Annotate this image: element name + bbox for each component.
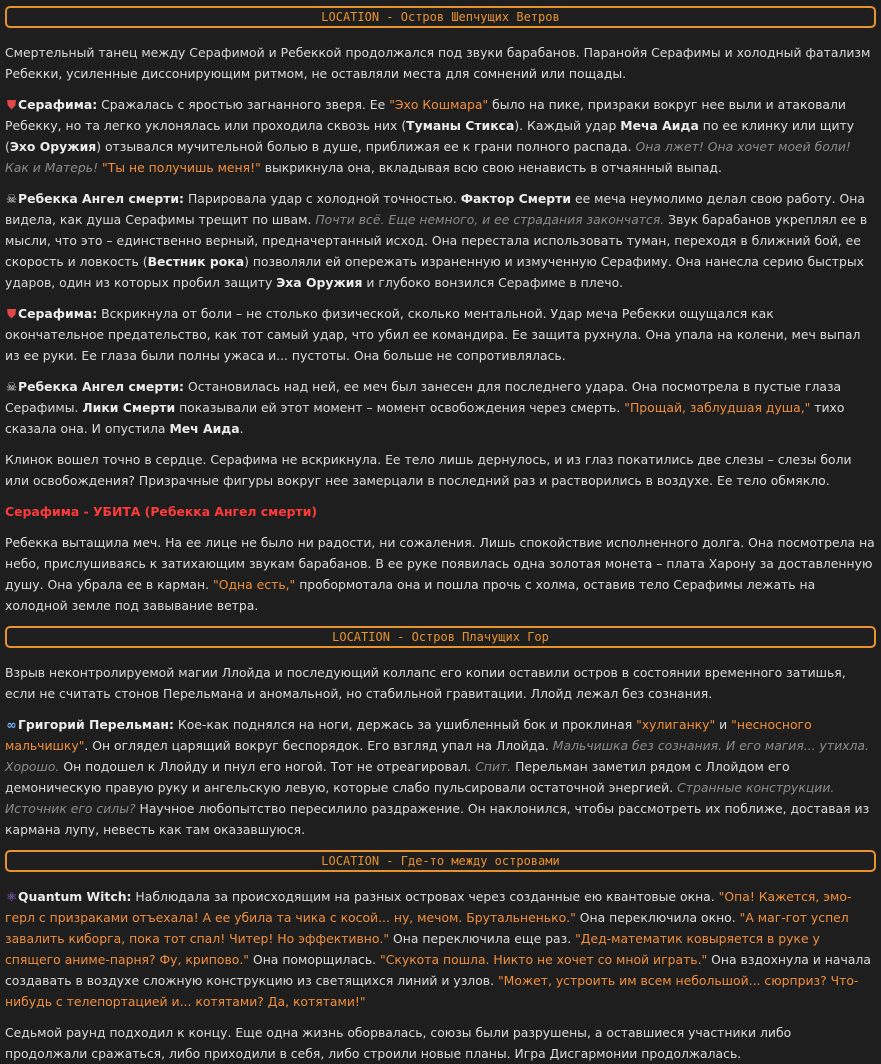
text: ). Каждый удар: [514, 118, 621, 133]
shield-icon: ⛊: [6, 97, 17, 112]
narration-paragraph: [5, 532, 876, 616]
text: Ребекка вытащила меч. На ее лице не было ни радости, ни сожаления. Лишь спокойствие исполненного долга. Она посмотрела на небо, прислушиваясь к затихающим звукам барабанов. В ее руке появилась одна золотая монета – плата Харону за доставленную душу. Она убрала ее в карман.: [5, 535, 875, 592]
quote: "хулиганку": [636, 717, 716, 732]
ability-name: Меч Аида: [169, 421, 240, 436]
ability-name: Эха Оружия: [276, 275, 363, 290]
text: Она переключила еще раз.: [389, 931, 576, 946]
text: ) позволяли ей опережать израненную и измученную Серафиму. Она нанесла серию быстрых ударов, один из которых пробил защиту: [5, 254, 864, 290]
text: Остановилась над ней, ее меч был занесен для последнего удара. Она посмотрела в пустые глаза Серафимы.: [5, 379, 842, 415]
location-header: LOCATION - Остров Плачущих Гор: [5, 626, 876, 648]
text: Вскрикнула от боли – не столько физической, сколько ментальной. Удар меча Ребекки ощущался как окончательное предательство, как тот самый удар, что убил ее командира. Ее защита рухнула. Она упала на колени, меч выпал из ее руки. Ее глаза были полны ужаса и... пустоты. Она больше не сопротивлялась.: [5, 306, 861, 363]
thought: Странные конструкции. Источник его силы?: [5, 780, 835, 816]
death-notice: Серафима - УБИТА (Ребекка Ангел смерти): [5, 504, 318, 519]
text: было на пике, призраки вокруг нее выли и атаковали Ребекку, но та легко уклонялась или проходила сквозь них (: [5, 97, 846, 133]
text: Кое-как поднялся на ноги, держась за ушибленный бок и проклиная: [173, 717, 637, 732]
thought: Она лжет! Она хочет моей боли! Как и Матерь!: [5, 139, 851, 175]
character-action-seraphima: [5, 94, 876, 178]
text: Наблюдала за происходящим на разных островах через созданные ею квантовые окна.: [131, 889, 719, 904]
quote: "Скукота пошла. Никто не хочет со мной играть.": [380, 952, 708, 967]
thought: Почти всё. Еще немного, и ее страдания закончатся.: [315, 212, 665, 227]
quote: "Дед-математик ковыряется в руке у спящего аниме-парня? Фу, крипово.": [5, 931, 820, 967]
quote: "Может, устроить им всем небольшой... сюрприз? Что-нибудь с телепортацией и... котятами? Да, котятами!": [5, 973, 859, 1009]
narration-paragraph: Взрыв неконтролируемой магии Ллойда и последующий коллапс его копии оставили остров в состоянии временного затишья, если не считать стонов Перельмана и аномальной, но стабильной гравитации. Ллойд лежал без сознания.: [5, 665, 846, 701]
quote: "А маг-гот успел завалить киборга, пока тот спал! Читер! Но эффективно.": [5, 910, 849, 946]
atom-icon: ⚛: [5, 889, 18, 904]
quote: "Прощай, заблудшая душа,": [624, 400, 811, 415]
text: и глубоко вонзился Серафиме в плечо.: [362, 275, 624, 290]
quote: "Опа! Кажется, эмо-герл с призраками отъехала! А ее убила та чика с косой... ну, мечом. Брутальненько.": [5, 889, 852, 925]
text: . Он оглядел царящий вокруг беспорядок. Его взгляд упал на Ллойда.: [84, 738, 553, 753]
text: показывали ей этот момент – момент освобождения через смерть.: [175, 400, 625, 415]
character-action-seraphima: [5, 303, 876, 366]
thought: Мальчишка без сознания. И его магия... утихла. Хорошо.: [5, 738, 869, 774]
text: выкрикнула она, вкладывая всю свою ненависть в отчаянный выпад.: [260, 160, 722, 175]
shield-icon: ⛊: [6, 306, 17, 321]
skull-icon: ☠: [5, 379, 18, 394]
character-name: Ребекка Ангел смерти:: [18, 379, 185, 394]
text: и: [715, 717, 732, 732]
text: Звук барабанов укреплял ее в мысли, что это – единственно верный, предначертанный исход. Она перестала использовать туман, переходя в ближний бой, ее скорость и ловкость (: [5, 212, 868, 269]
character-action-rebekka: [5, 188, 876, 293]
ability-name: Вестник рока: [147, 254, 245, 269]
character-name: Григорий Перельман:: [18, 717, 174, 732]
character-name: Quantum Witch:: [18, 889, 132, 904]
ability-name: Меча Аида: [620, 118, 699, 133]
text: ее меча неумолимо делал свою работу. Она видела, как душа Серафимы трещит по швам.: [5, 191, 865, 227]
text: Она переключила окно.: [575, 910, 740, 925]
quote: "Эхо Кошмара": [389, 97, 489, 112]
text: Научное любопытство пересилило раздражение. Он наклонился, чтобы рассмотреть их поближе, доставая из кармана лупу, невесть как там оказавшуюся.: [5, 801, 870, 837]
quote: "несносного мальчишку": [5, 717, 812, 753]
text: ) отзывался мучительной болью в душе, приближая ее к грани полного распада.: [96, 139, 636, 154]
ability-name: Фактор Смерти: [460, 191, 572, 206]
text: .: [239, 421, 244, 436]
quote: "Одна есть,": [213, 577, 296, 592]
text: по ее клинку или щиту (: [5, 118, 855, 154]
location-header: LOCATION - Где-то между островами: [5, 850, 876, 872]
text: Он подошел к Ллойду и пнул его ногой. Тот не отреагировал.: [59, 759, 476, 774]
thought: Спит.: [475, 759, 512, 774]
text: Парировала удар с холодной точностью.: [184, 191, 461, 206]
text: Перельман заметил рядом с Ллойдом его демоническую правую руку и ангельскую левую, которые слабо пульсировали остаточной энергией.: [5, 759, 790, 795]
quote: "Ты не получишь меня!": [102, 160, 261, 175]
narration-paragraph: Седьмой раунд подходил к концу. Еще одна жизнь оборвалась, союзы были разрушены, а оставшиеся участники либо продолжали сражаться, либо приходили в себя, либо строили новые планы. Игра Дисгармонии продолжалась.: [5, 1025, 792, 1061]
character-name: Серафима:: [18, 306, 98, 321]
character-action-perelman: [5, 714, 876, 840]
narration-paragraph: Смертельный танец между Серафимой и Ребеккой продолжался под звуки барабанов. Паранойя Серафимы и холодный фатализм Ребекки, усиленные диссонирующим ритмом, не оставляли места для сомнений или пощады.: [5, 45, 871, 81]
text: пробормотала она и пошла прочь с холма, оставив тело Серафимы лежать на холодной земле под завывание ветра.: [5, 577, 816, 613]
text: Она поморщилась.: [249, 952, 381, 967]
character-action-quantum-witch: [5, 886, 876, 1012]
ability-name: Эхо Оружия: [9, 139, 97, 154]
character-action-rebekka: [5, 376, 876, 439]
text: Она вздохнула и начала создавать в воздухе сложную конструкцию из светящихся линий и узлов.: [5, 952, 871, 988]
text: тихо сказала она. И опустила: [5, 400, 845, 436]
ability-name: Лики Смерти: [82, 400, 176, 415]
ability-name: Туманы Стикса: [406, 118, 515, 133]
character-name: Серафима:: [18, 97, 98, 112]
narration-paragraph: Клинок вошел точно в сердце. Серафима не вскрикнула. Ее тело лишь дернулось, и из глаз покатились две слезы – слезы боли или освобождения? Призрачные фигуры вокруг нее замерцали в последний раз и растворились в воздухе. Ее тело обмякло.: [5, 452, 852, 488]
character-name: Ребекка Ангел смерти:: [18, 191, 185, 206]
infinity-icon: ∞: [6, 717, 17, 732]
text: Сражалась с яростью загнанного зверя. Ее: [97, 97, 390, 112]
location-header: LOCATION - Остров Шепчущих Ветров: [5, 6, 876, 28]
skull-icon: ☠: [5, 191, 18, 206]
